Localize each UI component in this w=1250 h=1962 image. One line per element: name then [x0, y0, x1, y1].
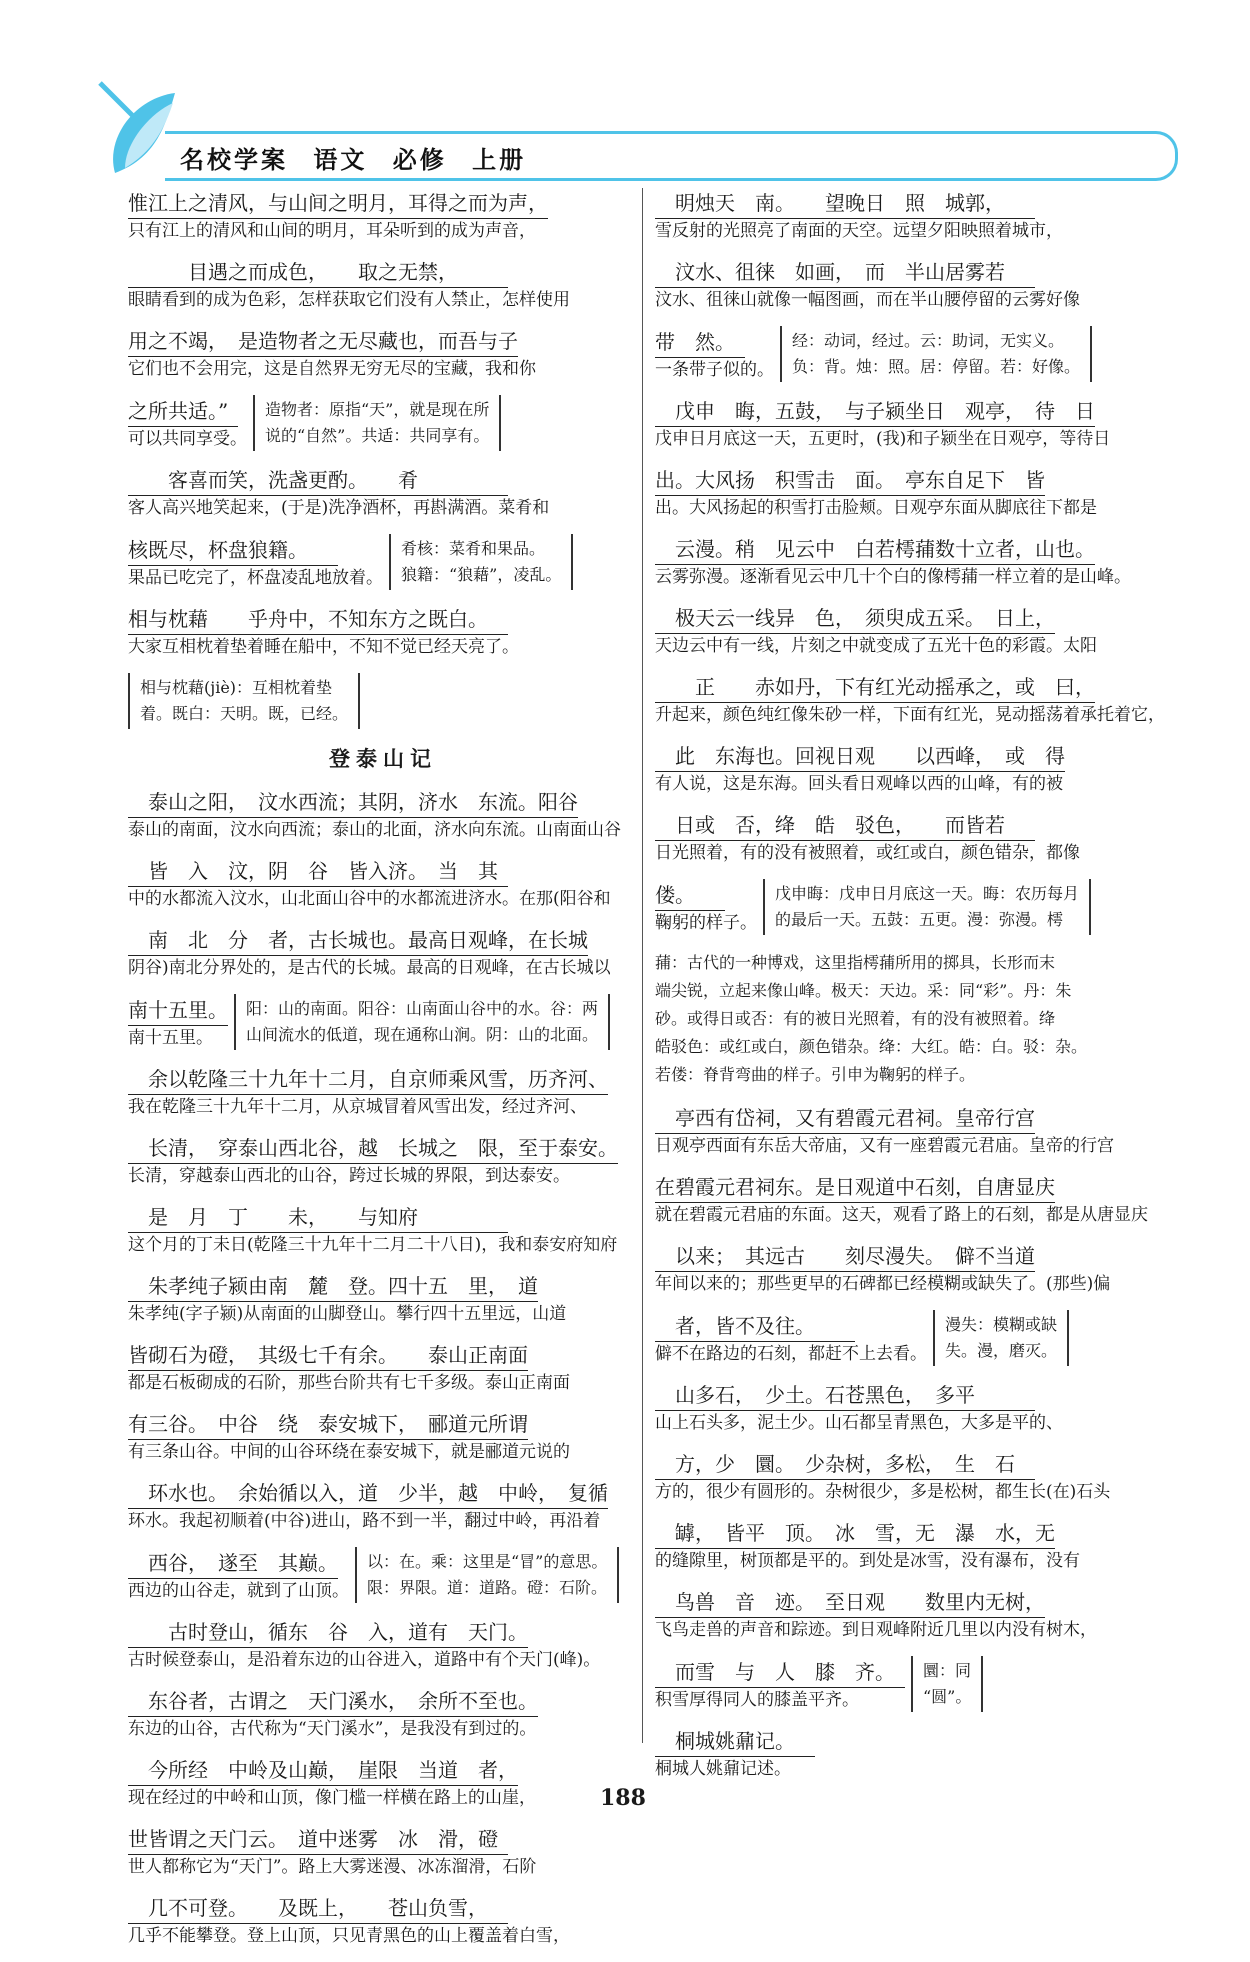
book-title: 名校学案 语文 必修 上册: [180, 146, 527, 174]
translation-text: 的缝隙里，树顶都是平的。到处是冰雪，没有瀑布，没有: [655, 1551, 1080, 1571]
translation-text: 果品已吃完了，杯盘凌乱地放着。: [128, 567, 383, 588]
translation-text: 日观亭西面有东岳大帝庙，又有一座碧霞元君庙。皇帝的行宫: [655, 1136, 1114, 1156]
note-line: 阳：山的南面。阳谷：山南面山谷中的水。谷：两: [246, 999, 599, 1018]
original-text: 客喜而笑，洗盏更酌。 肴: [128, 465, 508, 496]
original-text: 亭西有岱祠，又有碧霞元君祠。皇帝行宫: [655, 1103, 1035, 1134]
note-line: 砂。或得日或否：有的被日光照着，有的没有被照着。绛: [655, 1009, 1056, 1028]
text-pair-with-note: [655, 1656, 1165, 1712]
text-pair: [128, 1133, 638, 1188]
translation-text: 只有江上的清风和山间的明月，耳朵听到的成为声音，: [128, 221, 536, 241]
text-pair: [655, 396, 1165, 451]
translation-text: 我在乾隆三十九年十二月，从京城冒着风雪出发，经过齐河、: [128, 1097, 587, 1117]
right-column: [655, 188, 1165, 1795]
text-pair: [655, 603, 1165, 658]
original-text: 日或 否，绛 皓 驳色， 而皆若: [655, 810, 1035, 841]
original-text: 惟江上之清风，与山间之明月，耳得之而为声，: [128, 188, 548, 219]
original-text: 是 月 丁 未， 与知府: [128, 1202, 508, 1233]
text-pair: [655, 1103, 1165, 1158]
translation-text: 桐城人姚鼐记述。: [655, 1759, 791, 1779]
original-text: 云漫。稍 见云中 白若樗蒱数十立者，山也。: [655, 534, 1095, 565]
annotation-note: [933, 1310, 1069, 1366]
left-column: [128, 188, 638, 1962]
text-pair: [128, 1824, 638, 1879]
original-text: 山多石， 少土。石苍黑色， 多平: [655, 1380, 1035, 1411]
text-pair-with-note: [128, 534, 638, 590]
text-pair: [655, 1449, 1165, 1504]
note-line: 狼籍：“狼藉”，凌乱。: [401, 565, 562, 584]
translation-text: 朱孝纯(字子颍)从南面的山脚登山。攀行四十五里远，山道: [128, 1304, 567, 1324]
original-text: 此 东海也。回视日观 以西峰， 或 得: [655, 741, 1065, 772]
text-pair: [128, 856, 638, 911]
text-pair: [655, 534, 1165, 589]
original-text: 东谷者，古谓之 天门溪水， 余所不至也。: [128, 1686, 538, 1717]
text-pair: [655, 1518, 1165, 1573]
text-pair-with-note: [128, 994, 638, 1050]
note-line: 经：动词，经过。云：助词，无实义。: [792, 331, 1065, 350]
text-pair: [128, 604, 638, 659]
text-pair: [655, 1726, 1165, 1781]
translation-text: 都是石板砌成的石阶，那些台阶共有七千多级。泰山正南面: [128, 1373, 570, 1393]
annotation-note: [389, 534, 573, 590]
original-text: 朱孝纯子颍由南 麓 登。四十五 里， 道: [128, 1271, 538, 1302]
translation-text: 飞鸟走兽的声音和踪迹。到日观峰附近几里以内没有树木，: [655, 1620, 1097, 1640]
text-pair: [128, 1409, 638, 1464]
translation-text: 环水。我起初顺着(中谷)进山，路不到一半，翻过中岭，再沿着: [128, 1511, 601, 1531]
note-line: 肴核：菜肴和果品。: [401, 539, 546, 558]
original-text: 罅， 皆平 顶。 冰 雪，无 瀑 水，无: [655, 1518, 1055, 1549]
original-text: 在碧霞元君祠东。是日观道中石刻，自唐显庆: [655, 1172, 1055, 1203]
note-line: 蒱：古代的一种博戏，这里指樗蒱所用的掷具，长形而末: [655, 953, 1056, 972]
text-pair: [128, 465, 638, 520]
original-text: 有三谷。 中谷 绕 泰安城下， 郦道元所谓: [128, 1409, 528, 1440]
text-pair: [655, 1380, 1165, 1435]
column-divider: [642, 188, 643, 1743]
original-text: 泰山之阳， 汶水西流；其阴，济水 东流。阳谷: [128, 787, 578, 818]
translation-text: 升起来，颜色纯红像朱砂一样，下面有红光，晃动摇荡着承托着它，: [655, 705, 1165, 725]
translation-text: 日光照着，有的没有被照着，或红或白，颜色错杂，都像: [655, 843, 1080, 863]
text-pair: [655, 1241, 1165, 1296]
section-title: 登泰山记: [329, 747, 437, 771]
original-text: 几不可登。 及既上， 苍山负雪，: [128, 1893, 508, 1924]
text-pair: [655, 1587, 1165, 1642]
annotation-note: [355, 1547, 619, 1603]
note-line: 造物者：原指“天”，就是现在所: [265, 400, 490, 419]
note-line: 圜：同: [923, 1661, 972, 1680]
annotation-note: [780, 326, 1092, 382]
text-pair-with-note: [655, 326, 1165, 382]
translation-text: 中的水都流入汶水，山北面山谷中的水都流进济水。在那(阳谷和: [128, 889, 611, 909]
annotation-note: [911, 1656, 983, 1712]
text-pair: [128, 1202, 638, 1257]
original-text: 目遇之而成色， 取之无禁，: [128, 257, 508, 288]
translation-text: 积雪厚得同人的膝盖平齐。: [655, 1689, 859, 1710]
translation-text: 戊申日月底这一天，五更时，(我)和子颍坐在日观亭，等待日: [655, 429, 1111, 449]
annotation-note: [234, 994, 610, 1050]
text-pair: [128, 1617, 638, 1672]
original-text: 方，少 圜。 少杂树，多松， 生 石: [655, 1449, 1035, 1480]
text-pair: [655, 672, 1165, 727]
note-continuation: [655, 949, 1165, 1089]
note-line: 山间流水的低道，现在通称山涧。阴：山的北面。: [246, 1025, 599, 1044]
original-text: 之所共适。”: [128, 396, 238, 427]
original-text: 极天云一线异 色， 须臾成五采。 日上，: [655, 603, 1055, 634]
original-text: 明烛天 南。 望晚日 照 城郭，: [655, 188, 1035, 219]
text-pair-with-note: [128, 1547, 638, 1603]
original-text: 古时登山，循东 谷 入，道有 天门。: [128, 1617, 528, 1648]
original-text: 桐城姚鼐记。: [655, 1726, 815, 1757]
note-line: 说的“自然”。共适：共同享有。: [265, 426, 490, 445]
translation-text: 东边的山谷，古代称为“天门溪水”，是我没有到过的。: [128, 1719, 537, 1739]
text-pair-with-note: [655, 1310, 1165, 1366]
original-text: 核既尽，杯盘狼籍。: [128, 535, 338, 566]
translation-text: 汶水、徂徕山就像一幅图画，而在半山腰停留的云雾好像: [655, 290, 1080, 310]
text-pair: [128, 188, 638, 243]
original-text: 皆 入 汶，阴 谷 皆入济。 当 其: [128, 856, 508, 887]
translation-text: 有三条山谷。中间的山谷环绕在泰安城下，就是郦道元说的: [128, 1442, 570, 1462]
page-number: 188: [600, 1785, 646, 1811]
original-text: 余以乾隆三十九年十二月，自京师乘风雪，历齐河、: [128, 1064, 608, 1095]
translation-text: 僻不在路边的石刻，都赶不上去看。: [655, 1343, 927, 1364]
text-pair: [655, 1172, 1165, 1227]
text-pair: [128, 925, 638, 980]
original-text: 南 北 分 者，古长城也。最高日观峰，在长城: [128, 925, 588, 956]
annotation-note: [763, 879, 1091, 935]
annotation-note: [128, 673, 360, 729]
translation-text: 这个月的丁未日(乾隆三十九年十二月二十八日)，我和泰安府知府: [128, 1235, 618, 1255]
original-text: 长清， 穿泰山西北谷，越 长城之 限，至于泰安。: [128, 1133, 618, 1164]
translation-text: 可以共同享受。: [128, 428, 247, 449]
translation-text: 雪反射的光照亮了南面的天空。远望夕阳映照着城市，: [655, 221, 1063, 241]
translation-text: 眼睛看到的成为色彩，怎样获取它们没有人禁止，怎样使用: [128, 290, 570, 310]
text-pair: [128, 1340, 638, 1395]
translation-text: 年间以来的；那些更早的石碑都已经模糊或缺失了。(那些)偏: [655, 1274, 1111, 1294]
translation-text: 阴谷)南北分界处的，是古代的长城。最高的日观峰，在古长城以: [128, 958, 611, 978]
note-line: 限：界限。道：道路。磴：石阶。: [367, 1578, 608, 1597]
translation-text: 客人高兴地笑起来，(于是)洗净酒杯，再斟满酒。菜肴和: [128, 498, 550, 518]
translation-text: 泰山的南面，汶水向西流；泰山的北面，济水向东流。山南面山谷: [128, 820, 621, 840]
translation-text: 山上石头多，泥土少。山石都呈青黑色，大多是平的、: [655, 1413, 1063, 1433]
text-pair: [128, 326, 638, 381]
translation-text: 有人说，这是东海。回头看日观峰以西的山峰，有的被: [655, 774, 1063, 794]
text-pair: [128, 1478, 638, 1533]
text-pair: [128, 1686, 638, 1741]
note-line: 以：在。乘：这里是“冒”的意思。: [367, 1552, 608, 1571]
translation-text: 大家互相枕着垫着睡在船中，不知不觉已经天亮了。: [128, 637, 519, 657]
original-text: 用之不竭， 是造物者之无尽藏也，而吾与子: [128, 326, 518, 357]
text-pair: [128, 1755, 638, 1810]
note-line: 失。漫，磨灭。: [945, 1341, 1058, 1360]
note-line: 端尖锐，立起来像山峰。极天：天边。采：同“彩”。丹：朱: [655, 981, 1072, 1000]
original-text: 西谷， 遂至 其巅。: [128, 1548, 338, 1579]
translation-text: 出。大风扬起的积雪打击脸颊。日观亭东面从脚底往下都是: [655, 498, 1097, 518]
original-text: 环水也。 余始循以入，道 少半，越 中岭， 复循: [128, 1478, 608, 1509]
original-text: 今所经 中岭及山巅， 崖限 当道 者，: [128, 1755, 518, 1786]
original-text: 世皆谓之天门云。 道中迷雾 冰 滑，磴: [128, 1824, 508, 1855]
translation-text: 就在碧霞元君庙的东面。这天，观看了路上的石刻，都是从唐显庆: [655, 1205, 1148, 1225]
note-line: 着。既白：天明。既，已经。: [140, 704, 349, 723]
translation-text: 古时候登泰山，是沿着东边的山谷进入，道路中有个天门(峰)。: [128, 1650, 601, 1670]
original-text: 者，皆不及往。: [655, 1311, 855, 1342]
original-text: 鸟兽 音 迹。 至日观 数里内无树，: [655, 1587, 1045, 1618]
original-text: 正 赤如丹，下有红光动摇承之，或 曰，: [655, 672, 1095, 703]
note-line: 的最后一天。五鼓：五更。漫：弥漫。樗: [775, 910, 1064, 929]
note-line: 皓驳色：或红或白，颜色错杂。绛：大红。皓：白。驳：杂。: [655, 1037, 1088, 1056]
original-text: 偻。: [655, 880, 725, 911]
text-pair: [655, 188, 1165, 243]
text-pair: [655, 465, 1165, 520]
note-line: 若偻：脊背弯曲的样子。引申为鞠躬的样子。: [655, 1065, 976, 1084]
page-header: [95, 78, 1185, 178]
original-text: 汶水、徂徕 如画， 而 半山居雾若: [655, 257, 1035, 288]
translation-text: 一条带子似的。: [655, 359, 774, 380]
text-pair: [128, 787, 638, 842]
note-line: “圆”。: [923, 1687, 972, 1706]
original-text: 出。大风扬 积雪击 面。 亭东自足下 皆: [655, 465, 1045, 496]
text-pair: [128, 1064, 638, 1119]
original-text: 带 然。: [655, 327, 745, 358]
text-pair: [655, 741, 1165, 796]
text-pair: [655, 257, 1165, 312]
translation-text: 云雾弥漫。逐渐看见云中几十个白的像樗蒱一样立着的是山峰。: [655, 567, 1131, 587]
translation-text: 天边云中有一线，片刻之中就变成了五光十色的彩霞。太阳: [655, 636, 1097, 656]
text-pair-with-note: [128, 395, 638, 451]
translation-text: 方的，很少有圆形的。杂树很少，多是松树，都生长(在)石头: [655, 1482, 1111, 1502]
original-text: 戊申 晦，五鼓， 与子颍坐日 观亭， 待 日: [655, 396, 1095, 427]
translation-text: 长清，穿越泰山西北的山谷，跨过长城的界限，到达泰安。: [128, 1166, 570, 1186]
original-text: 相与枕藉 乎舟中，不知东方之既白。: [128, 604, 508, 635]
translation-text: 世人都称它为“天门”。路上大雾迷漫、冰冻溜滑，石阶: [128, 1857, 537, 1877]
annotation-note: [253, 395, 501, 451]
note-line: 相与枕藉(jiè)：互相枕着垫: [140, 678, 333, 697]
text-pair: [128, 257, 638, 312]
translation-text: 几乎不能攀登。登上山顶，只见青黑色的山上覆盖着白雪，: [128, 1926, 570, 1946]
translation-text: 现在经过的中岭和山顶，像门槛一样横在路上的山崖，: [128, 1788, 536, 1808]
note-line: 漫失：模糊或缺: [945, 1315, 1058, 1334]
translation-text: 南十五里。: [128, 1027, 213, 1048]
note-line: 负：背。烛：照。居：停留。若：好像。: [792, 357, 1081, 376]
translation-text: 西边的山谷走，就到了山顶。: [128, 1580, 349, 1601]
text-pair-with-note: [655, 879, 1165, 935]
translation-text: 鞠躬的样子。: [655, 912, 757, 933]
text-pair: [128, 1271, 638, 1326]
text-pair: [128, 1893, 638, 1948]
note-line: 戊申晦：戊申日月底这一天。晦：农历每月: [775, 884, 1080, 903]
original-text: 而雪 与 人 膝 齐。: [655, 1657, 905, 1688]
original-text: 皆砌石为磴， 其级七千有余。 泰山正南面: [128, 1340, 528, 1371]
translation-text: 它们也不会用完，这是自然界无穷无尽的宝藏，我和你: [128, 359, 536, 379]
original-text: 以来； 其远古 刻尽漫失。 僻不当道: [655, 1241, 1035, 1272]
text-pair: [655, 810, 1165, 865]
original-text: 南十五里。: [128, 995, 228, 1026]
